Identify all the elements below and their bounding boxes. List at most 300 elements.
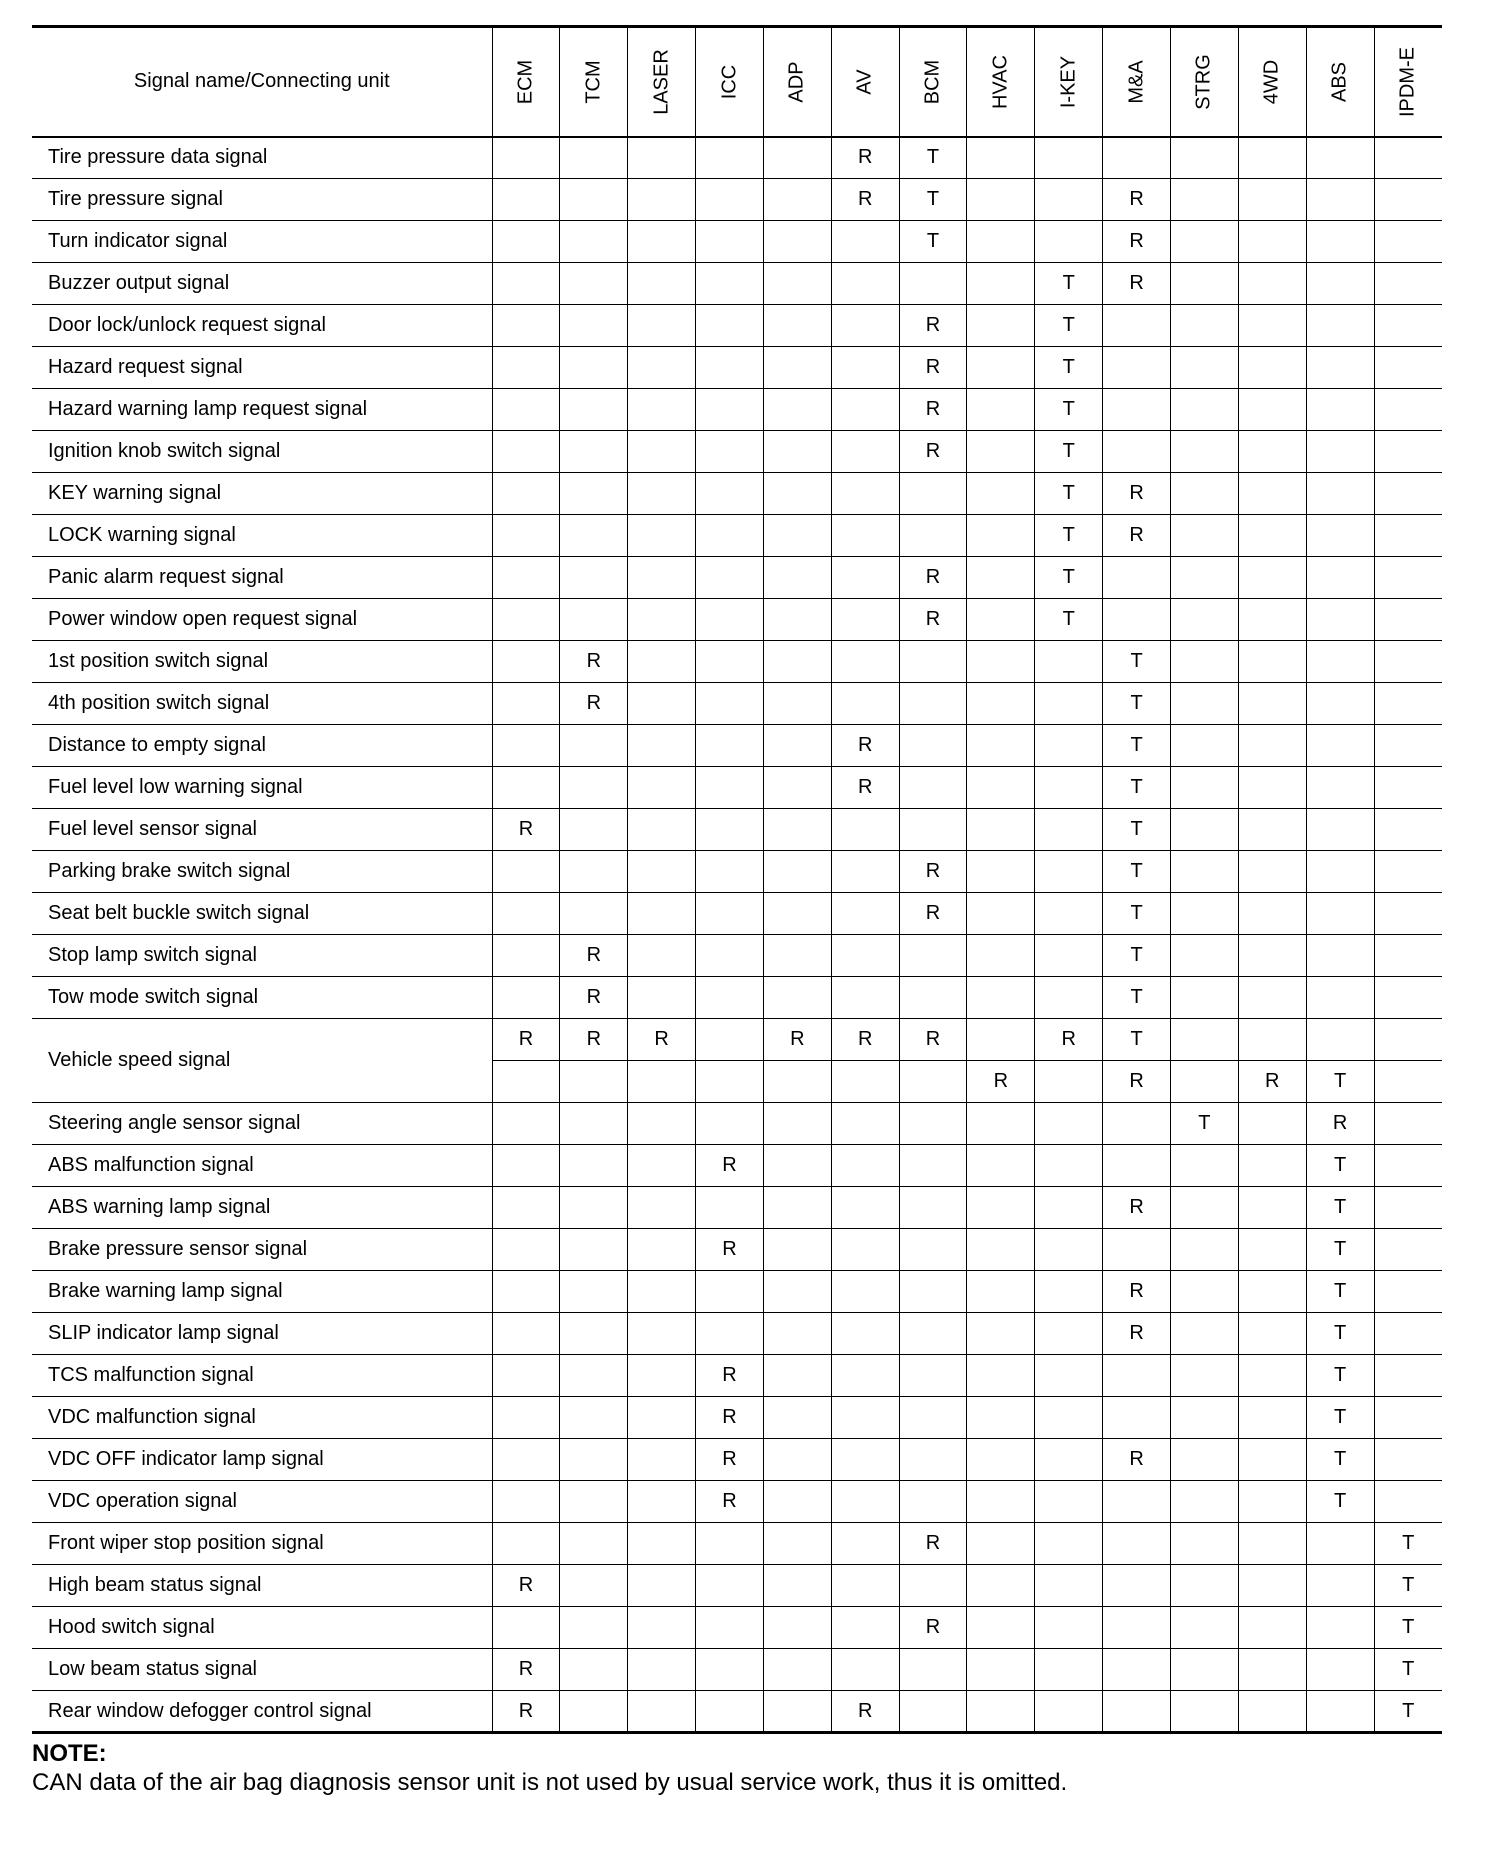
signal-cell [628, 1523, 696, 1565]
signal-cell [1374, 641, 1442, 683]
signal-cell [899, 725, 967, 767]
signal-cell [763, 1271, 831, 1313]
signal-name: VDC operation signal [32, 1481, 492, 1523]
signal-cell: R [899, 599, 967, 641]
signal-cell [831, 557, 899, 599]
signal-cell [763, 1565, 831, 1607]
signal-cell [1103, 1691, 1171, 1733]
unit-header [763, 27, 831, 137]
signal-cell [1374, 725, 1442, 767]
signal-cell [831, 1481, 899, 1523]
signal-cell [967, 1439, 1035, 1481]
signal-cell [1103, 1607, 1171, 1649]
signal-cell [1035, 1523, 1103, 1565]
signal-cell [831, 599, 899, 641]
signal-cell [831, 1397, 899, 1439]
signal-cell: R [763, 1019, 831, 1061]
signal-cell [1035, 851, 1103, 893]
signal-cell [1238, 1271, 1306, 1313]
signal-cell [899, 473, 967, 515]
signal-cell [899, 1355, 967, 1397]
signal-cell [1306, 893, 1374, 935]
unit-header-label: 4WD [1260, 59, 1283, 104]
signal-cell [1374, 1271, 1442, 1313]
signal-cell [696, 935, 764, 977]
signal-cell [560, 1439, 628, 1481]
table-row [32, 893, 1442, 935]
signal-cell: R [899, 305, 967, 347]
signal-name: Power window open request signal [32, 599, 492, 641]
signal-cell [628, 515, 696, 557]
signal-cell [967, 683, 1035, 725]
signal-name: Turn indicator signal [32, 221, 492, 263]
signal-cell [763, 935, 831, 977]
signal-cell [1238, 389, 1306, 431]
signal-cell [763, 1691, 831, 1733]
signal-cell [1374, 305, 1442, 347]
signal-cell: R [899, 1523, 967, 1565]
signal-cell [560, 1607, 628, 1649]
signal-name: Hazard warning lamp request signal [32, 389, 492, 431]
signal-cell [967, 935, 1035, 977]
table-row [32, 1313, 1442, 1355]
signal-cell [1374, 179, 1442, 221]
signal-cell [492, 1229, 560, 1271]
signal-name: LOCK warning signal [32, 515, 492, 557]
signal-cell [628, 557, 696, 599]
signal-cell [1170, 515, 1238, 557]
signal-cell [1035, 1271, 1103, 1313]
signal-cell [831, 851, 899, 893]
signal-cell [1170, 767, 1238, 809]
signal-cell [967, 221, 1035, 263]
signal-cell [560, 1691, 628, 1733]
signal-cell [1374, 1061, 1442, 1103]
signal-cell: T [1374, 1691, 1442, 1733]
signal-cell [492, 431, 560, 473]
table-row [32, 389, 1442, 431]
signal-cell: R [628, 1019, 696, 1061]
signal-cell [763, 767, 831, 809]
signal-cell: R [1035, 1019, 1103, 1061]
table-row [32, 305, 1442, 347]
signal-cell [696, 1607, 764, 1649]
signal-cell: R [696, 1439, 764, 1481]
signal-cell: T [1035, 557, 1103, 599]
signal-cell [899, 977, 967, 1019]
signal-cell [492, 893, 560, 935]
signal-cell [1306, 1019, 1374, 1061]
signal-cell [696, 137, 764, 179]
signal-name: High beam status signal [32, 1565, 492, 1607]
signal-cell [1103, 557, 1171, 599]
unit-header [1035, 27, 1103, 137]
signal-cell [628, 389, 696, 431]
signal-cell [899, 767, 967, 809]
signal-cell [560, 431, 628, 473]
signal-cell [628, 1439, 696, 1481]
signal-cell [1306, 1607, 1374, 1649]
signal-cell [1238, 1607, 1306, 1649]
signal-cell [1306, 767, 1374, 809]
signal-cell [492, 599, 560, 641]
table-row [32, 1481, 1442, 1523]
signal-cell [831, 1187, 899, 1229]
signal-cell: R [831, 767, 899, 809]
signal-cell [628, 767, 696, 809]
signal-cell: T [1103, 935, 1171, 977]
signal-name: Steering angle sensor signal [32, 1103, 492, 1145]
signal-cell: R [1238, 1061, 1306, 1103]
signal-cell [628, 305, 696, 347]
signal-cell: R [1103, 1271, 1171, 1313]
signal-cell [967, 1229, 1035, 1271]
signal-cell: T [1103, 893, 1171, 935]
signal-cell: R [492, 1649, 560, 1691]
signal-cell: T [1306, 1229, 1374, 1271]
signal-cell: T [1374, 1607, 1442, 1649]
signal-name: SLIP indicator lamp signal [32, 1313, 492, 1355]
signal-cell [899, 263, 967, 305]
table-row [32, 473, 1442, 515]
signal-cell [1103, 305, 1171, 347]
signal-cell [831, 809, 899, 851]
signal-cell [1238, 683, 1306, 725]
signal-cell: T [1306, 1397, 1374, 1439]
signal-cell [1238, 809, 1306, 851]
table-row [32, 1145, 1442, 1187]
signal-cell [492, 179, 560, 221]
unit-header [628, 27, 696, 137]
signal-cell [967, 851, 1035, 893]
signal-cell [763, 851, 831, 893]
table-row [32, 641, 1442, 683]
unit-header-label: STRG [1192, 53, 1215, 110]
signal-cell [1103, 1523, 1171, 1565]
signal-cell [1035, 767, 1103, 809]
signal-cell [1306, 137, 1374, 179]
signal-cell [967, 767, 1035, 809]
signal-cell [560, 1313, 628, 1355]
signal-cell [1035, 1103, 1103, 1145]
signal-cell [1306, 473, 1374, 515]
signal-cell [1238, 305, 1306, 347]
signal-cell [560, 1061, 628, 1103]
signal-cell: T [1035, 347, 1103, 389]
signal-cell: T [899, 179, 967, 221]
signal-cell [1170, 347, 1238, 389]
signal-cell: R [492, 1019, 560, 1061]
table-header-row [32, 27, 1442, 137]
signal-cell [492, 221, 560, 263]
signal-cell [492, 137, 560, 179]
signal-cell [1170, 1565, 1238, 1607]
signal-cell: R [899, 893, 967, 935]
signal-cell: R [696, 1481, 764, 1523]
signal-cell [492, 1481, 560, 1523]
signal-cell [628, 1103, 696, 1145]
signal-cell: R [560, 1019, 628, 1061]
unit-header-label: ADP [785, 61, 808, 103]
signal-cell [1238, 473, 1306, 515]
signal-cell: R [492, 1691, 560, 1733]
signal-cell [763, 1439, 831, 1481]
signal-cell: R [1103, 1061, 1171, 1103]
signal-cell [560, 725, 628, 767]
signal-cell [831, 1439, 899, 1481]
signal-cell: T [1103, 851, 1171, 893]
signal-cell [696, 1691, 764, 1733]
signal-cell [899, 683, 967, 725]
signal-cell: R [899, 557, 967, 599]
signal-cell [492, 1187, 560, 1229]
signal-name: Parking brake switch signal [32, 851, 492, 893]
signal-cell [1238, 1229, 1306, 1271]
signal-cell [831, 347, 899, 389]
signal-cell [628, 1061, 696, 1103]
signal-cell [1170, 557, 1238, 599]
signal-cell [1238, 641, 1306, 683]
signal-cell [560, 893, 628, 935]
signal-cell [1170, 1691, 1238, 1733]
signal-cell [1306, 221, 1374, 263]
signal-cell [560, 221, 628, 263]
signal-cell: R [696, 1397, 764, 1439]
signal-cell: T [1306, 1439, 1374, 1481]
signal-cell [492, 473, 560, 515]
table-row [32, 809, 1442, 851]
signal-cell [763, 893, 831, 935]
signal-cell [1238, 1439, 1306, 1481]
signal-cell [899, 935, 967, 977]
signal-cell [1170, 137, 1238, 179]
signal-name: KEY warning signal [32, 473, 492, 515]
signal-cell [696, 473, 764, 515]
unit-header [560, 27, 628, 137]
signal-cell [696, 767, 764, 809]
signal-cell [560, 263, 628, 305]
signal-cell: R [1103, 263, 1171, 305]
table-row [32, 1439, 1442, 1481]
signal-cell [696, 599, 764, 641]
signal-cell [1170, 1313, 1238, 1355]
signal-cell [1306, 725, 1374, 767]
signal-cell [831, 1523, 899, 1565]
signal-cell [628, 1313, 696, 1355]
signal-cell [1238, 1649, 1306, 1691]
signal-cell [763, 221, 831, 263]
signal-cell [1103, 599, 1171, 641]
signal-cell [899, 1565, 967, 1607]
signal-cell: R [1103, 1187, 1171, 1229]
signal-cell [628, 977, 696, 1019]
signal-name: TCS malfunction signal [32, 1355, 492, 1397]
signal-cell [560, 1565, 628, 1607]
signal-cell [1238, 1187, 1306, 1229]
signal-cell: T [1170, 1103, 1238, 1145]
unit-header-label: ABS [1328, 61, 1351, 102]
signal-cell [1238, 725, 1306, 767]
unit-header-label: LASER [650, 48, 673, 115]
signal-cell [1238, 767, 1306, 809]
signal-cell [763, 725, 831, 767]
signal-name: Stop lamp switch signal [32, 935, 492, 977]
signal-cell [967, 515, 1035, 557]
signal-name: Tire pressure signal [32, 179, 492, 221]
signal-cell [831, 1061, 899, 1103]
signal-cell [492, 767, 560, 809]
signal-name: Tire pressure data signal [32, 137, 492, 179]
signal-cell [763, 389, 831, 431]
table-row [32, 767, 1442, 809]
signal-cell [831, 1355, 899, 1397]
table-row [32, 347, 1442, 389]
signal-cell: T [899, 221, 967, 263]
signal-cell [560, 599, 628, 641]
table-row [32, 1355, 1442, 1397]
signal-cell [1035, 221, 1103, 263]
signal-cell [560, 473, 628, 515]
signal-cell: R [560, 935, 628, 977]
signal-cell [1374, 767, 1442, 809]
signal-cell [1238, 1397, 1306, 1439]
signal-cell [831, 683, 899, 725]
signal-cell [1238, 1691, 1306, 1733]
signal-cell [1238, 1103, 1306, 1145]
signal-cell [1374, 935, 1442, 977]
signal-cell [628, 1649, 696, 1691]
signal-cell [1035, 1145, 1103, 1187]
signal-cell [492, 641, 560, 683]
signal-cell [1374, 431, 1442, 473]
signal-cell [763, 431, 831, 473]
signal-cell [763, 1397, 831, 1439]
signal-cell [628, 1691, 696, 1733]
signal-cell [763, 683, 831, 725]
signal-cell: R [560, 977, 628, 1019]
signal-cell [1170, 221, 1238, 263]
table-row [32, 977, 1442, 1019]
signal-cell [831, 515, 899, 557]
signal-cell [560, 1481, 628, 1523]
table-row [32, 1649, 1442, 1691]
signal-cell [1035, 683, 1103, 725]
signal-cell [1306, 557, 1374, 599]
signal-cell [628, 473, 696, 515]
signal-cell [628, 431, 696, 473]
signal-cell [628, 1481, 696, 1523]
signal-cell [560, 305, 628, 347]
signal-cell [1238, 431, 1306, 473]
table-row [32, 179, 1442, 221]
unit-header-label: HVAC [989, 54, 1012, 109]
signal-cell [1170, 809, 1238, 851]
signal-cell [696, 557, 764, 599]
signal-cell [696, 431, 764, 473]
signal-cell [1103, 347, 1171, 389]
signal-cell: T [1306, 1271, 1374, 1313]
signal-cell [1238, 137, 1306, 179]
table-row [32, 851, 1442, 893]
signal-cell [696, 809, 764, 851]
signal-cell [1035, 1481, 1103, 1523]
table-row [32, 1271, 1442, 1313]
signal-cell [696, 1103, 764, 1145]
signal-cell [1170, 1061, 1238, 1103]
signal-name: Low beam status signal [32, 1649, 492, 1691]
signal-cell [831, 893, 899, 935]
unit-header [1103, 27, 1171, 137]
signal-cell [492, 683, 560, 725]
signal-cell [899, 1313, 967, 1355]
signal-cell [763, 977, 831, 1019]
table-row [32, 515, 1442, 557]
signal-cell [560, 767, 628, 809]
signal-cell [1306, 431, 1374, 473]
signal-cell [1238, 1523, 1306, 1565]
signal-cell [1170, 1523, 1238, 1565]
signal-cell: T [1374, 1565, 1442, 1607]
signal-cell: R [696, 1229, 764, 1271]
signal-cell [763, 599, 831, 641]
signal-cell [628, 935, 696, 977]
signal-cell: R [1103, 221, 1171, 263]
signal-cell [1238, 1565, 1306, 1607]
table-row [32, 599, 1442, 641]
signal-cell [628, 1355, 696, 1397]
signal-cell [831, 431, 899, 473]
signal-cell [1103, 1145, 1171, 1187]
signal-cell [696, 683, 764, 725]
signal-cell [1170, 431, 1238, 473]
signal-cell [763, 515, 831, 557]
table-row [32, 1187, 1442, 1229]
signal-cell [899, 641, 967, 683]
signal-cell [763, 473, 831, 515]
signal-cell [1306, 263, 1374, 305]
signal-cell [628, 347, 696, 389]
signal-cell [763, 1061, 831, 1103]
signal-cell [492, 1355, 560, 1397]
signal-cell [967, 641, 1035, 683]
signal-cell [492, 1607, 560, 1649]
signal-cell [831, 1565, 899, 1607]
signal-cell [492, 515, 560, 557]
signal-cell: R [831, 1019, 899, 1061]
signal-cell [1170, 179, 1238, 221]
signal-cell [1306, 809, 1374, 851]
can-communication-sheet [32, 25, 1442, 1798]
signal-cell: T [1103, 767, 1171, 809]
signal-cell [1374, 1397, 1442, 1439]
signal-cell [1035, 179, 1103, 221]
signal-cell: R [1103, 1439, 1171, 1481]
signal-cell: R [696, 1145, 764, 1187]
signal-cell [1306, 641, 1374, 683]
signal-cell [1170, 263, 1238, 305]
signal-cell [628, 599, 696, 641]
signal-cell [696, 389, 764, 431]
signal-cell [1170, 1019, 1238, 1061]
signal-cell [831, 1103, 899, 1145]
signal-cell [1306, 515, 1374, 557]
signal-name: Brake pressure sensor signal [32, 1229, 492, 1271]
signal-name: Hood switch signal [32, 1607, 492, 1649]
signal-cell [560, 137, 628, 179]
signal-cell [492, 1439, 560, 1481]
signal-cell [1306, 389, 1374, 431]
signal-cell [1374, 683, 1442, 725]
